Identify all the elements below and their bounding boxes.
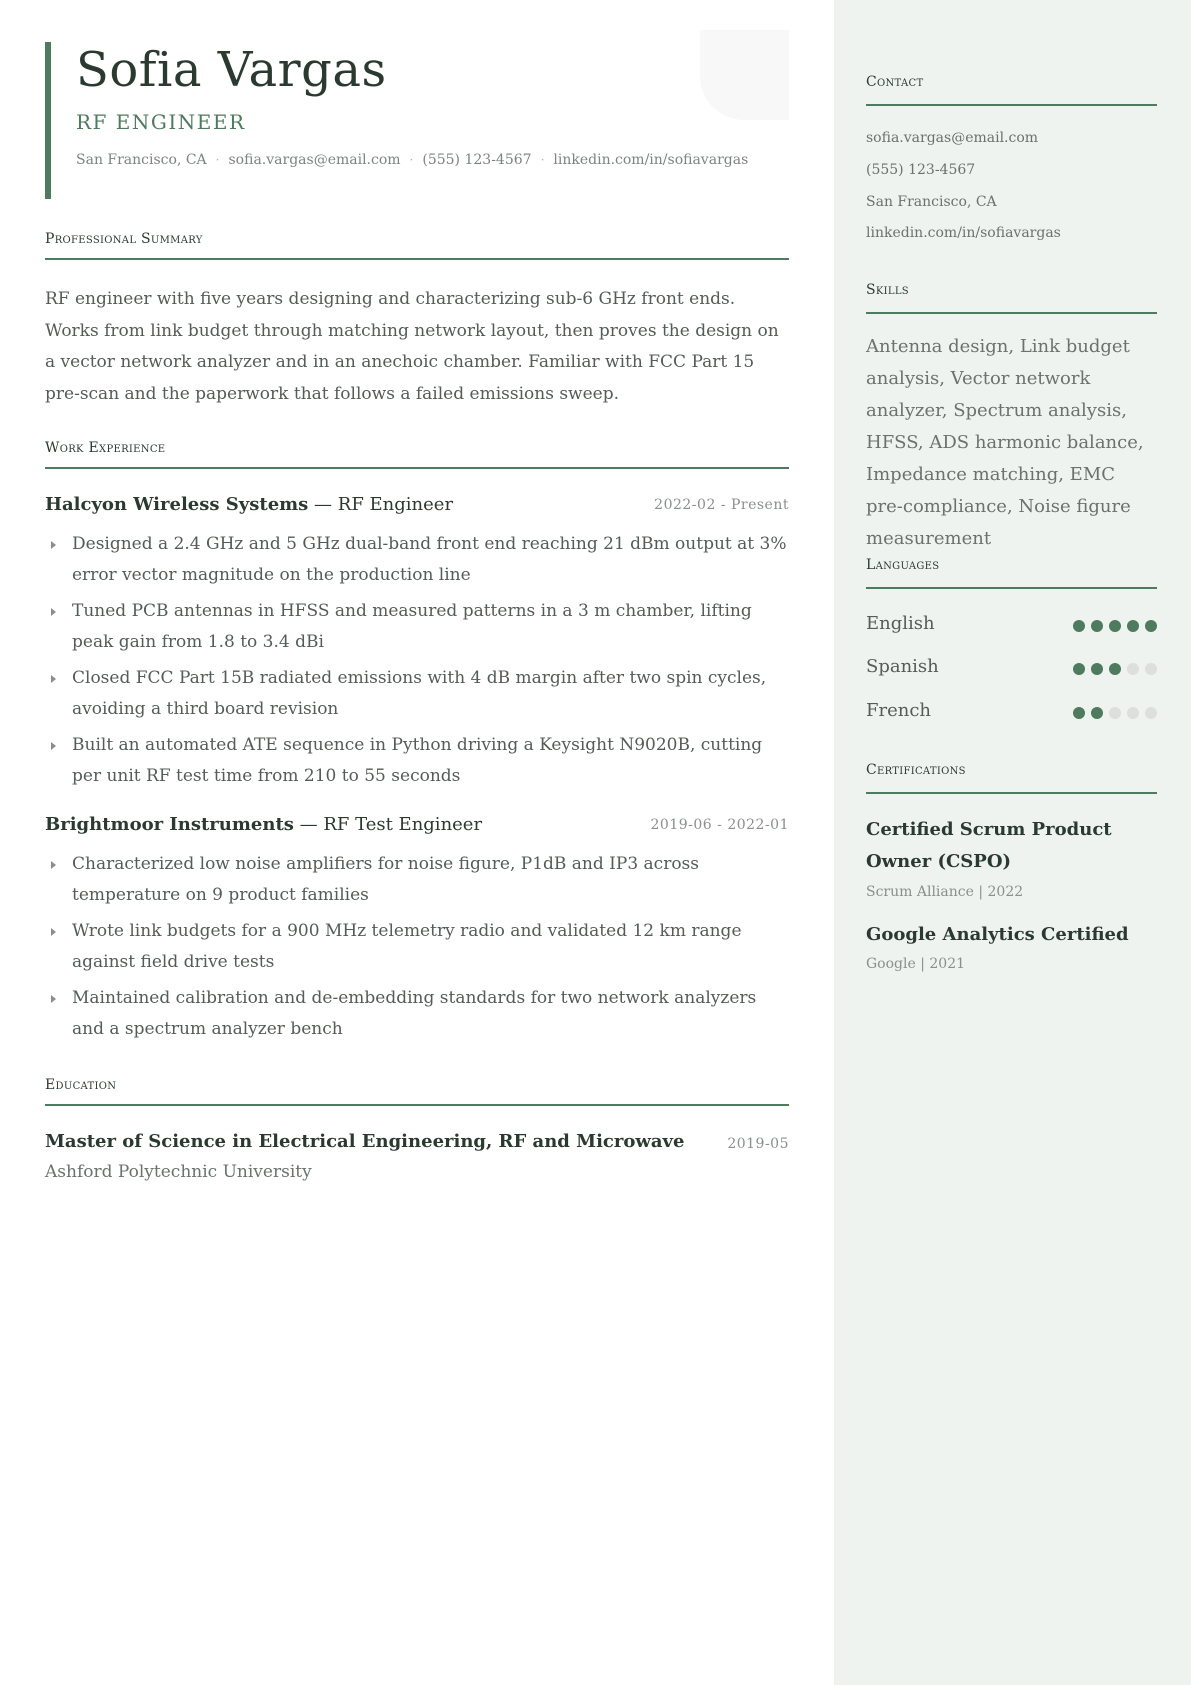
resume-header [45,42,789,200]
education-school: Ashford Polytechnic University [45,1162,312,1182]
language-row [866,613,1157,639]
level-dot-filled [1109,663,1121,675]
contact-heading: Contact [866,74,1157,106]
header-contact-line [76,152,748,168]
bullet-text: Built an automated ATE sequence in Python driving a Keysight N9020B, cutting per unit RF test time from 210 to 55 seconds [72,735,763,786]
certification-name: Certified Scrum Product Owner (CSPO) [866,819,1112,872]
education-degree: Master of Science in Electrical Engineering, RF and Microwave [45,1131,685,1152]
bullet-item [45,730,789,792]
job-role: — RF Test Engineer [293,814,483,835]
bullet-arrow-icon [51,742,56,750]
job-bullets [45,849,789,1050]
skills-list: Antenna design, Link budget analysis, Vector network analyzer, Spectrum analysis, HFSS, ADS harmonic balance, Impedance matching, EMC pre-compliance, Noise figure measurement [866,336,1144,549]
language-name: Spanish [866,656,939,677]
level-dot-empty [1127,707,1139,719]
language-name: English [866,613,935,634]
header-location: San Francisco, CA [76,152,207,168]
education-date: 2019-05 [727,1136,789,1152]
level-dot-empty [1109,707,1121,719]
job-entry-header [45,814,789,842]
skills-heading: Skills [866,282,1157,314]
header-decoration [700,30,789,120]
bullet-arrow-icon [51,861,56,869]
certifications-heading: Certifications [866,762,1157,794]
bullet-item [45,916,789,978]
bullet-text: Tuned PCB antennas in HFSS and measured patterns in a 3 m chamber, lifting peak gain from 1.8 to 3.4 dBi [72,601,752,652]
level-dot-filled [1073,663,1085,675]
bullet-item [45,983,789,1045]
language-level-dots [1073,620,1157,632]
contact-separator: · [215,153,220,167]
summary-text: RF engineer with five years designing and characterizing sub-6 GHz front ends. Works from link budget through matching network layout, then proves the design on a vector network analyzer and in an anechoic chamber. Familiar with FCC Part 15 pre-scan and the paperwork that follows a failed emissions sweep. [45,289,779,404]
language-level-dots [1073,707,1157,719]
sidebar-phone[interactable]: (555) 123-4567 [866,162,976,178]
level-dot-empty [1145,663,1157,675]
job-dates: 2019-06 - 2022-01 [650,817,789,833]
level-dot-filled [1073,620,1085,632]
certification-meta: Google | 2021 [866,956,966,972]
bullet-arrow-icon [51,928,56,936]
sidebar-linkedin[interactable]: linkedin.com/in/sofiavargas [866,225,1061,241]
level-dot-empty [1127,663,1139,675]
job-role: — RF Engineer [308,494,454,515]
candidate-name: Sofia Vargas [76,42,387,98]
experience-heading: Work Experience [45,440,789,469]
sidebar-email[interactable]: sofia.vargas@email.com [866,130,1039,146]
level-dot-filled [1091,707,1103,719]
language-row [866,700,1157,726]
bullet-arrow-icon [51,541,56,549]
job-company-role [45,494,453,515]
bullet-item [45,596,789,658]
summary-heading: Professional Summary [45,231,789,260]
main-column [45,0,789,1685]
header-accent-bar [45,42,51,199]
job-company-role [45,814,482,835]
job-title: RF ENGINEER [76,110,246,134]
bullet-text: Designed a 2.4 GHz and 5 GHz dual-band front end reaching 21 dBm output at 3% error vector magnitude on the production line [72,534,787,585]
contact-separator: · [409,153,414,167]
bullet-arrow-icon [51,675,56,683]
header-email[interactable]: sofia.vargas@email.com [228,152,401,168]
level-dot-filled [1127,620,1139,632]
bullet-item [45,849,789,911]
level-dot-filled [1145,620,1157,632]
sidebar [834,0,1191,1685]
contact-separator: · [540,153,545,167]
level-dot-empty [1145,707,1157,719]
sidebar-location: San Francisco, CA [866,194,997,210]
header-phone[interactable]: (555) 123-4567 [422,152,532,168]
job-company: Brightmoor Instruments [45,814,294,835]
certification-name: Google Analytics Certified [866,924,1129,945]
header-linkedin[interactable]: linkedin.com/in/sofiavargas [553,152,749,168]
language-level-dots [1073,663,1157,675]
bullet-item [45,663,789,725]
bullet-arrow-icon [51,995,56,1003]
bullet-text: Maintained calibration and de-embedding standards for two network analyzers and a spectrum analyzer bench [72,988,757,1039]
level-dot-filled [1091,663,1103,675]
job-entry-header [45,494,789,522]
certification-meta: Scrum Alliance | 2022 [866,884,1024,900]
job-bullets [45,529,789,797]
education-heading: Education [45,1077,789,1106]
job-company: Halcyon Wireless Systems [45,494,309,515]
level-dot-filled [1109,620,1121,632]
language-row [866,656,1157,682]
level-dot-filled [1073,707,1085,719]
bullet-arrow-icon [51,608,56,616]
level-dot-filled [1091,620,1103,632]
bullet-item [45,529,789,591]
bullet-text: Wrote link budgets for a 900 MHz telemetry radio and validated 12 km range against field drive tests [72,921,742,972]
language-name: French [866,700,932,721]
bullet-text: Characterized low noise amplifiers for noise figure, P1dB and IP3 across temperature on 9 product families [72,854,700,905]
bullet-text: Closed FCC Part 15B radiated emissions with 4 dB margin after two spin cycles, avoiding a third board revision [72,668,767,719]
languages-heading: Languages [866,557,1157,589]
job-dates: 2022-02 - Present [654,497,789,513]
